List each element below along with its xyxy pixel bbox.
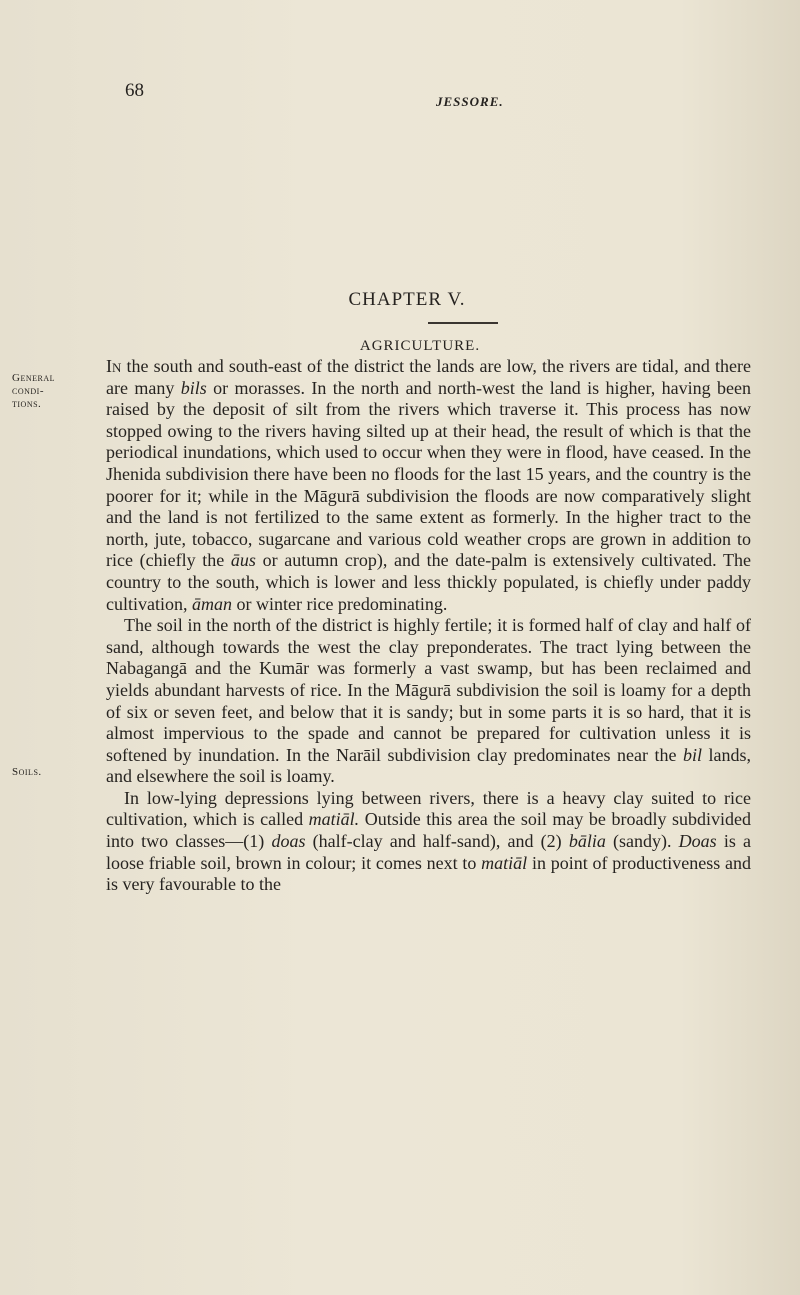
side-note-line: condi- [12,385,44,397]
side-note-line: General [12,372,55,384]
body-text [106,356,751,896]
paragraph-soil-classes: In low-lying depressions lying between rivers, there is a heavy clay suited to rice cultivation, which is called matiāl. Outside this area the soil may be broadly subdivided into two classes—(1) doas (half-clay and half-sand), and (2) bālia (sandy). Doas is a loose friable soil, brown in colour; it comes next to matiāl in point of productiveness and is very favourable to the [106,787,752,895]
title-rule [428,322,498,324]
side-note-soils: Soils. [12,766,42,778]
side-note-line: tions. [12,398,42,410]
chapter-title: CHAPTER V. [348,289,466,310]
side-note-general-conditions [12,372,55,411]
section-title: AGRICULTURE. [359,338,481,354]
running-head: JESSORE. [436,94,504,109]
paragraph-soils: The soil in the north of the district is highly fertile; it is formed half of clay and half of sand, although towards the west the clay preponderates. The tract lying between the Nabagangā and the Kumār was formerly a vast swamp, but has been reclaimed and yields abundant harvests of rice. In the Māgurā subdivision the soil is loamy for a depth of six or seven feet, and below that it is sandy; but in some parts it is so hard, that it is almost impervious to the spade and cannot be prepared for cultivation unless it is softened by inundation. In the Narāil subdivision clay predominates near the bil lands, and elsewhere the soil is loamy. [106,615,751,787]
paragraph-general-conditions: In the south and south-east of the district the lands are low, the rivers are tidal, and there are many bils or morasses. In the north and north-west the land is higher, having been raised by the deposit of silt from the rivers which traverse it. This process has now stopped owing to the rivers having silted up at their head, the result of which is that the periodical inundations, which used to occur when they were in flood, have ceased. In the Jhenida subdivision there have been no floods for the last 15 years, and the country is the poorer for it; while in the Māgurā subdivision the floods are now comparatively slight and the land is not fertilized to the same extent as formerly. In the higher tract to the north, jute, tobacco, sugarcane and various cold weather crops are grown in addition to rice (chiefly the āus or autumn crop), and the date-palm is extensively cultivated. The country to the south, which is lower and less thickly populated, is chiefly under paddy cultivation, āman or winter rice predominating. [106,356,751,614]
page-number: 68 [125,80,144,101]
